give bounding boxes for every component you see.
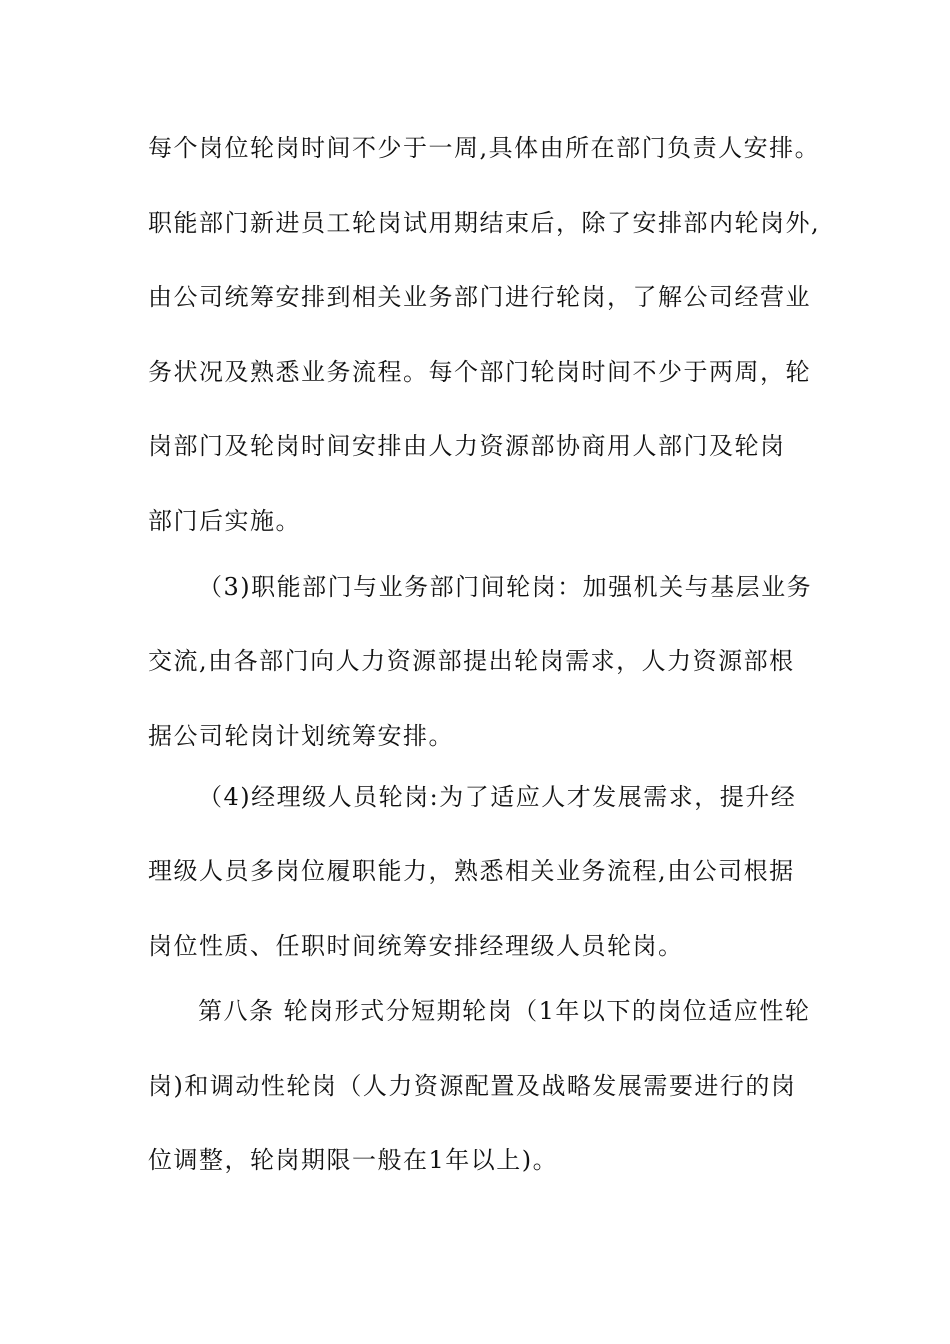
paragraph-3-start: （3)职能部门与业务部门间轮岗：加强机关与基层业务 bbox=[198, 573, 813, 601]
text-line: 据公司轮岗计划统筹安排。 bbox=[148, 722, 454, 750]
paragraph-4-start: （4)经理级人员轮岗:为了适应人才发展需求，提升经 bbox=[198, 783, 797, 811]
text-line: 岗)和调动性轮岗（人力资源配置及战略发展需要进行的岗 bbox=[148, 1072, 797, 1100]
text-line: 位调整，轮岗期限一般在1年以上)。 bbox=[148, 1146, 559, 1174]
article-8-start: 第八条 轮岗形式分短期轮岗（1年以下的岗位适应性轮 bbox=[198, 997, 811, 1025]
text-line: 职能部门新进员工轮岗试用期结束后，除了安排部内轮岗外, bbox=[148, 209, 821, 237]
text-line: 部门后实施。 bbox=[148, 507, 301, 535]
text-line: 岗部门及轮岗时间安排由人力资源部协商用人部门及轮岗 bbox=[148, 432, 786, 460]
text-line: 岗位性质、任职时间统筹安排经理级人员轮岗。 bbox=[148, 932, 684, 960]
text-line: 交流,由各部门向人力资源部提出轮岗需求，人力资源部根 bbox=[148, 647, 795, 675]
text-line: 理级人员多岗位履职能力，熟悉相关业务流程,由公司根据 bbox=[148, 857, 795, 885]
text-line: 务状况及熟悉业务流程。每个部门轮岗时间不少于两周，轮 bbox=[148, 358, 811, 386]
text-line: 由公司统筹安排到相关业务部门进行轮岗，了解公司经营业 bbox=[148, 283, 811, 311]
text-line: 每个岗位轮岗时间不少于一周,具体由所在部门负责人安排。 bbox=[148, 134, 821, 162]
